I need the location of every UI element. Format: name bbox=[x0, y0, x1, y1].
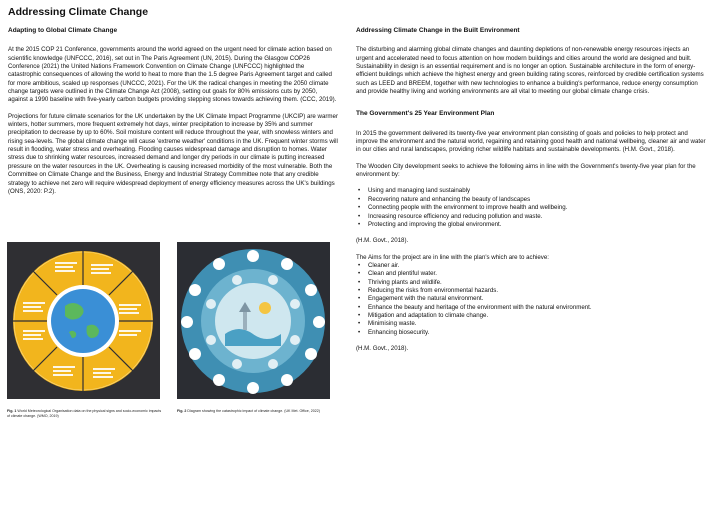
list-item: • Increasing resource efficiency and reducing pollution and waste. bbox=[368, 213, 706, 221]
list-item: • Protecting and improving the global environment. bbox=[368, 221, 706, 229]
right-column bbox=[356, 27, 706, 361]
figure-met-office-diagram bbox=[177, 242, 330, 399]
project-aims-list bbox=[356, 262, 706, 337]
section-heading-built-environment: Addressing Climate Change in the Built Environment bbox=[356, 27, 520, 34]
figure-1-label: Fig. 1 bbox=[7, 409, 17, 413]
paragraph-project-aims: The Aims for the project are in line with the plan's which are to achieve: bbox=[356, 253, 549, 261]
list-item: • Minimising waste. bbox=[368, 320, 706, 328]
list-item: • Recovering nature and enhancing the beauty of landscapes bbox=[368, 196, 706, 204]
figure-2-caption-text: Diagram showing the catastrophic impact of climate change. (UK Met. Office, 2022) bbox=[187, 409, 320, 413]
list-item: • Connecting people with the environment to improve health and wellbeing. bbox=[368, 204, 706, 212]
list-item: • Using and managing land sustainably bbox=[368, 187, 706, 195]
figure-1-caption-text: World Meteorological Organisation data on the physical signs and socio-economic impacts of climate change. (WMO, 2019) bbox=[7, 409, 162, 418]
section-heading-adapting: Adapting to Global Climate Change bbox=[8, 27, 118, 34]
list-item: • Enhancing biosecurity. bbox=[368, 329, 706, 337]
figure-2-label: Fig. 2 bbox=[177, 409, 187, 413]
wmo-infographic-graphic bbox=[7, 242, 160, 399]
paragraph-plan-intro: In 2015 the government delivered its twenty-five year environment plan consisting of goals and policies to help protect and improve the environment and the natural world, regaining and retaining good health and national wellbeing, cleaner air and water in our cities and rural landscapes, providing richer wildlife habitats and sustainable developments. (H.M. Govt., 2018). bbox=[356, 129, 706, 154]
section-heading-25-year-plan: The Government's 25 Year Environment Plan bbox=[356, 110, 495, 118]
paragraph-wooden-city: The Wooden City development seeks to achieve the following aims in line with the Government's twenty-five year plan for the environment by: bbox=[356, 162, 696, 179]
left-column bbox=[8, 27, 338, 204]
paragraph-built-environment: The disturbing and alarming global climate changes and daunting depletions of non-renewable energy resources injects an urgent and accelerated need to focus attention on how modern buildings and cities around the world are designed and built. Sustainability in design is an essential requirement and is no longer an option. Sustainable architecture in the form of energy-efficient buildings which achieve the highest energy and green building rating scores, reinforced by credible certification systems such as LEED and BREEM, together with new technologies to enhance a building's performance, reduce energy consumption and provide healthy living and working environments are all vital to meeting our global climate change crisis. bbox=[356, 46, 704, 96]
figure-1-caption bbox=[7, 409, 165, 418]
figure-wmo-infographic bbox=[7, 242, 160, 399]
paragraph-uk-projections: Projections for future climate scenarios for the UK undertaken by the UK Climate Impact Programme (UKCIP) are warmer winters, hotter summers, more frequent extremely hot days, winter precipitation to increase by 35% and summer precipitation to decrease by up to 60%. Soil moisture content will reduce throughout the year, with snowless winters and rising sea-levels. The global climate change will cause 'extreme weather' conditions in the UK. Frequent winter storms will result in flooding, water stress and overheating. Flooding causes widespread damage and disruption to homes. Water stress due to shrinking water resources, increased demand and longer dry periods in our climate is putting increased pressure on the water resources in the UK. Overheating is causing increased morbidity of the most vulnerable. Both the Committee on Climate Change and the Business, Energy and Industrial Strategy Committee note that any credible strategy to achieve net zero will require widespread deployment of energy efficiency measures across the UK's buildings (ONS, 2020: P.2). bbox=[8, 112, 339, 195]
list-item: • Clean and plentiful water. bbox=[368, 270, 706, 278]
met-office-diagram-graphic bbox=[177, 242, 330, 399]
list-item: • Reducing the risks from environmental hazards. bbox=[368, 287, 706, 295]
citation: (H.M. Govt., 2018). bbox=[356, 237, 409, 245]
list-item: • Thriving plants and wildlife. bbox=[368, 279, 706, 287]
page-title: Addressing Climate Change bbox=[8, 6, 149, 18]
list-item: • Enhance the beauty and heritage of the environment with the natural environment. bbox=[368, 304, 706, 312]
paragraph-paris-agreement: At the 2015 COP 21 Conference, governments around the world agreed on the urgent need for climate action based on scientific knowledge (UNFCCC, 2016), set out in The Paris Agreement (UN, 2015). During the Glasgow COP26 Conference (2021) the United Nations Framework Convention on Climate Change (UNFCCC) highlighted the catastrophic consequences of allowing the world to heat to more than the 1.5 degree Paris Agreement target and called for more ambitious, scaled up responses (UNCCC, 2021). For the UK the radical changes in meeting the 2050 climate change targets were outlined in the Climate Change Act (2008), setting out goals for 80% emissions cuts by 2050, against a 1990 baseline with five-yearly carbon budgets providing stepping stones towards achieving them. (CCC, 2019). bbox=[8, 46, 337, 104]
list-item: • Engagement with the natural environment. bbox=[368, 295, 706, 303]
aims-list bbox=[356, 187, 706, 229]
list-item: • Cleaner air. bbox=[368, 262, 706, 270]
citation: (H.M. Govt., 2018). bbox=[356, 344, 409, 352]
figure-2-caption bbox=[177, 409, 335, 414]
list-item: • Mitigation and adaptation to climate change. bbox=[368, 312, 706, 320]
